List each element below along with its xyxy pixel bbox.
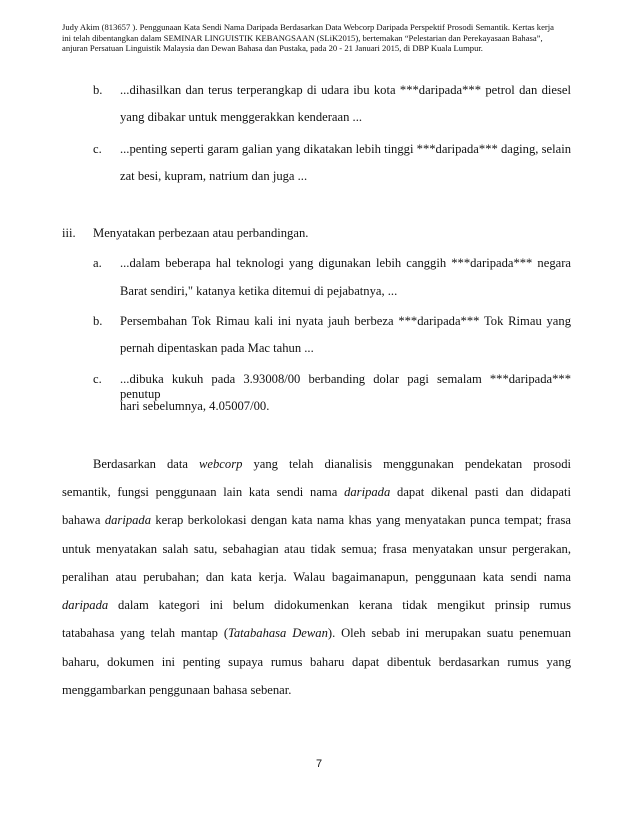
- section-heading: Menyatakan perbezaan atau perbandingan.: [93, 226, 309, 240]
- list-item-line: pernah dipentaskan pada Mac tahun ...: [120, 341, 314, 355]
- paragraph-line: peralihan atau perubahan; dan kata kerja. Walau bagaimanapun, penggunaan kata sendi nama: [62, 570, 571, 584]
- text-run: bahawa: [62, 513, 105, 527]
- header-line-2: ini telah dibentangkan dalam SEMINAR LINGUISTIK KEBANGSAAN (SLiK2015), bertemakan “Pelestarian dan Perekayasaan Bahasa”,: [62, 32, 543, 43]
- paragraph-line: [62, 598, 571, 613]
- text-run: yang telah dianalisis menggunakan pendekatan prosodi: [242, 457, 571, 471]
- paragraph-line: [62, 513, 571, 528]
- list-item-line: hari sebelumnya, 4.05007/00.: [120, 399, 270, 413]
- list-item-line: ...dibuka kukuh pada 3.93008/00 berbanding dolar pagi semalam ***daripada*** penutup: [120, 372, 571, 401]
- list-marker: a.: [93, 256, 102, 270]
- paragraph-line: [93, 457, 571, 472]
- list-item-line: ...penting seperti garam galian yang dikatakan lebih tinggi ***daripada*** daging, selain: [120, 142, 571, 156]
- list-marker: c.: [93, 372, 102, 386]
- list-item-line: Barat sendiri," katanya ketika ditemui di pejabatnya, ...: [120, 284, 398, 298]
- italic-term: daripada: [62, 598, 109, 612]
- text-run: semantik, fungsi penggunaan lain kata sendi nama: [62, 485, 345, 499]
- text-run: tatabahasa yang telah mantap (: [62, 626, 229, 640]
- paragraph-line: menggambarkan penggunaan bahasa sebenar.: [62, 683, 292, 697]
- list-item-line: ...dalam beberapa hal teknologi yang digunakan lebih canggih ***daripada*** negara: [120, 256, 571, 270]
- header-line-3: anjuran Persatuan Linguistik Malaysia dan Dewan Bahasa dan Pustaka, pada 20 - 21 Januari 2015, di DBP Kuala Lumpur.: [62, 43, 483, 54]
- italic-term: webcorp: [199, 457, 243, 471]
- list-item-line: yang dibakar untuk menggerakkan kenderaan ...: [120, 110, 362, 124]
- list-item-line: zat besi, kupram, natrium dan juga ...: [120, 169, 308, 183]
- italic-term: daripada: [104, 513, 152, 527]
- list-marker: b.: [93, 314, 103, 328]
- list-marker: c.: [93, 142, 102, 156]
- list-item-line: ...dihasilkan dan terus terperangkap di udara ibu kota ***daripada*** petrol dan diesel: [120, 83, 571, 97]
- text-run: ). Oleh sebab ini merupakan suatu penemuan: [327, 626, 572, 640]
- text-run: dalam kategori ini belum didokumenkan kerana tidak mengikut prinsip rumus: [108, 598, 571, 612]
- section-marker: iii.: [62, 226, 76, 240]
- paragraph-line: untuk menyatakan salah satu, sebahagian atau tidak semua; frasa menyatakan unsur pergerakan,: [62, 542, 571, 556]
- text-run: kerap berkolokasi dengan kata nama khas yang menyatakan punca tempat; frasa: [151, 513, 572, 527]
- paragraph-line: baharu, dokumen ini penting supaya rumus baharu dapat dibentuk berdasarkan rumus yang: [62, 655, 571, 669]
- italic-term: Tatabahasa Dewan: [228, 626, 328, 640]
- page-header: [62, 22, 572, 54]
- text-run: Berdasarkan data: [93, 457, 200, 471]
- paragraph-line: [62, 485, 571, 500]
- list-marker: b.: [93, 83, 103, 97]
- paragraph-line: [62, 626, 571, 641]
- list-item-line: Persembahan Tok Rimau kali ini nyata jauh berbeza ***daripada*** Tok Rimau yang: [120, 314, 571, 328]
- italic-term: daripada: [344, 485, 391, 499]
- page-number: 7: [315, 758, 323, 770]
- text-run: dapat dikenal pasti dan didapati: [390, 485, 572, 499]
- header-line-1: Judy Akim (813657 ). Penggunaan Kata Sendi Nama Daripada Berdasarkan Data Webcorp Daripada Perspektif Prosodi Semantik. Kertas kerja: [62, 22, 554, 32]
